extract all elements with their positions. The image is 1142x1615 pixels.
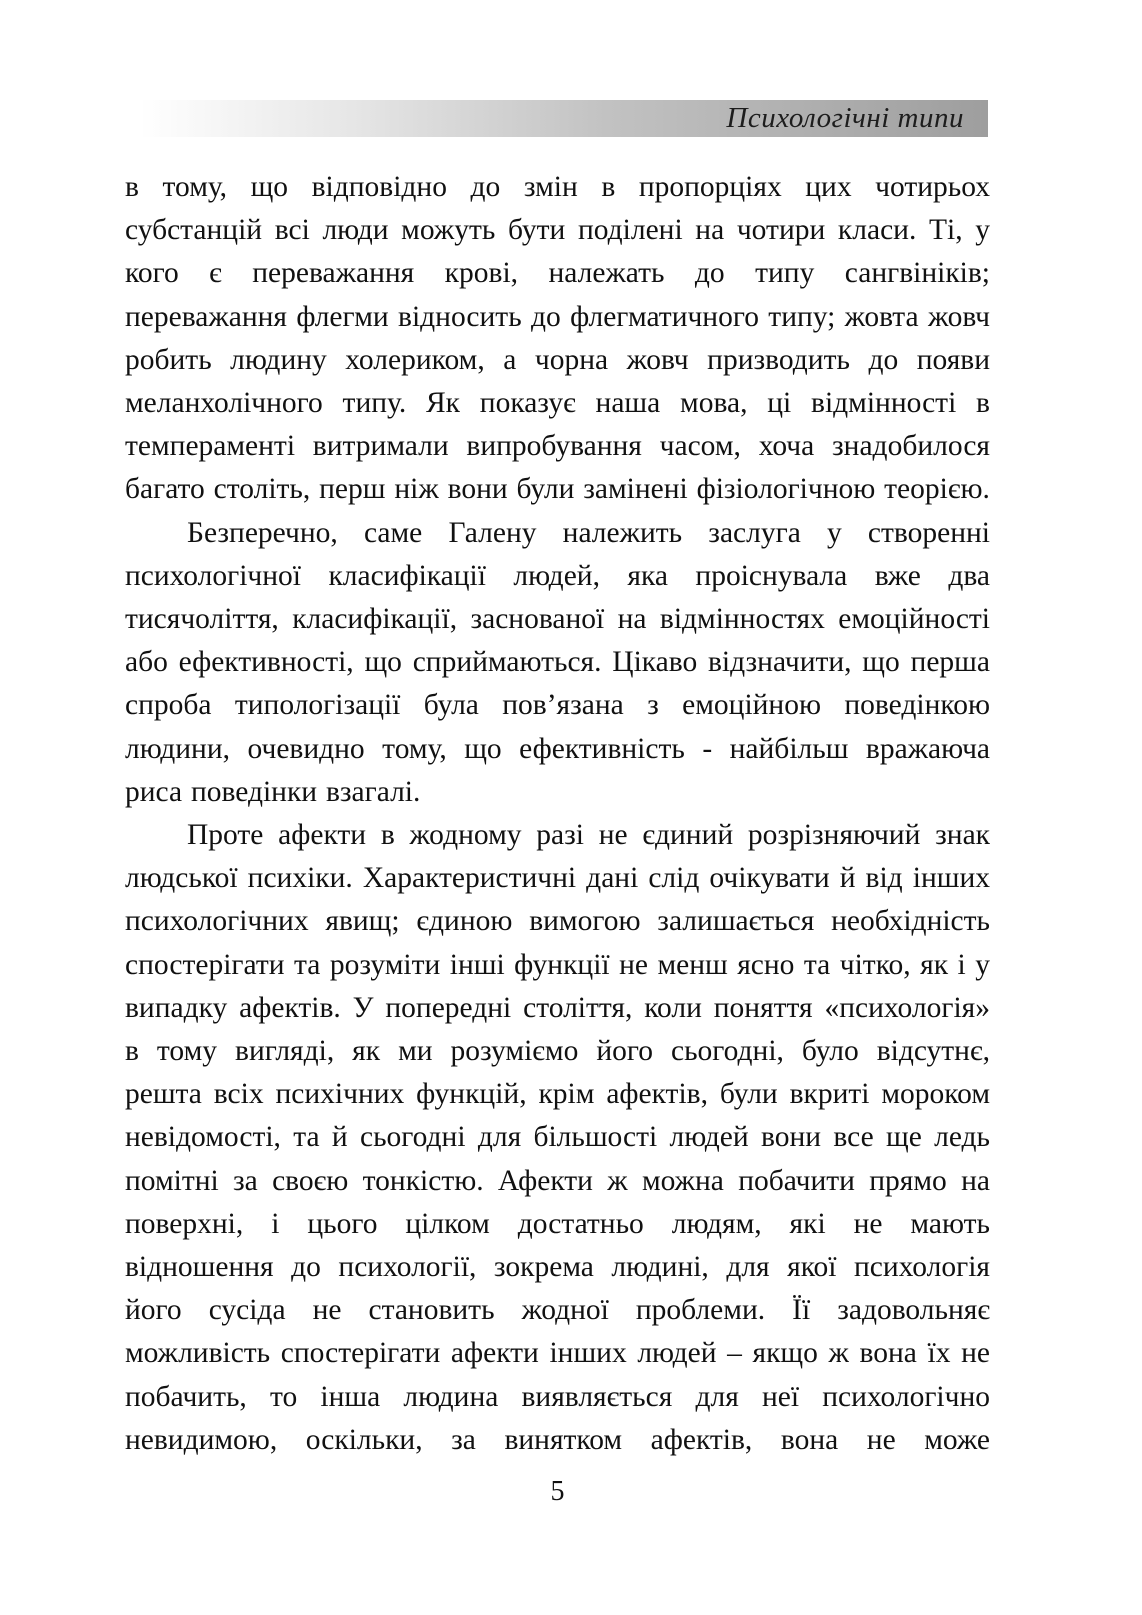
- paragraph-3: Проте афекти в жодному разі не єдиний розрізняючий знак людської психіки. Характеристичні дані слід очікувати й від інших психологічних явищ; єдиною вимогою залишається необхідність спостерігати та розуміти інші функції не менш ясно та чітко, як і у випадку афектів. У попередні століття, коли поняття «психологія» в тому вигляді, як ми розуміємо його сьогодні, було відсутнє, решта всіх психічних функцій, крім афектів, були вкриті мороком невідомості, та й сьогодні для більшості людей вони все ще ледь помітні за своєю тонкістю. Афекти ж можна побачити прямо на поверхні, і цього цілком достатньо людям, які не мають відношення до психології, зокрема людині, для якої психологія його сусіда не становить жодної проблеми. Її задовольняє можливість спостерігати афекти інших людей – якщо ж вона їх не побачить, то інша людина виявляється для неї психологічно невидимою, оскільки, за винятком афектів, вона не може: [125, 819, 990, 1456]
- page-number: 5: [550, 1476, 565, 1507]
- paragraph-1: в тому, що відповідно до змін в пропорціях цих чотирьох субстанцій всі люди можуть бути поділені на чотири класи. Ті, у кого є переважання крові, належать до типу сангвініків; переважання флегми відносить до флегматичного типу; жовта жовч робить людину холериком, а чорна жовч призводить до появи меланхолічного типу. Як показує наша мова, ці відмінності в темпераменті витримали випробування часом, хоча знадобилося багато століть, перш ніж вони були замінені фізіологічною теорією.: [125, 171, 990, 506]
- body-text: [125, 166, 990, 1462]
- running-header: [140, 100, 988, 137]
- paragraph-2: Безперечно, саме Галену належить заслуга у створенні психологічної класифікації людей, яка проіснувала вже два тисячоліття, класифікації, заснованої на відмінностях емоційності або ефективності, що сприймаються. Цікаво відзначити, що перша спроба типологізації була пов’язана з емоційною поведінкою людини, очевидно тому, що ефективність - найбільш вражаюча риса поведінки взагалі.: [125, 516, 990, 808]
- running-header-title: Психологічні типи: [726, 102, 964, 134]
